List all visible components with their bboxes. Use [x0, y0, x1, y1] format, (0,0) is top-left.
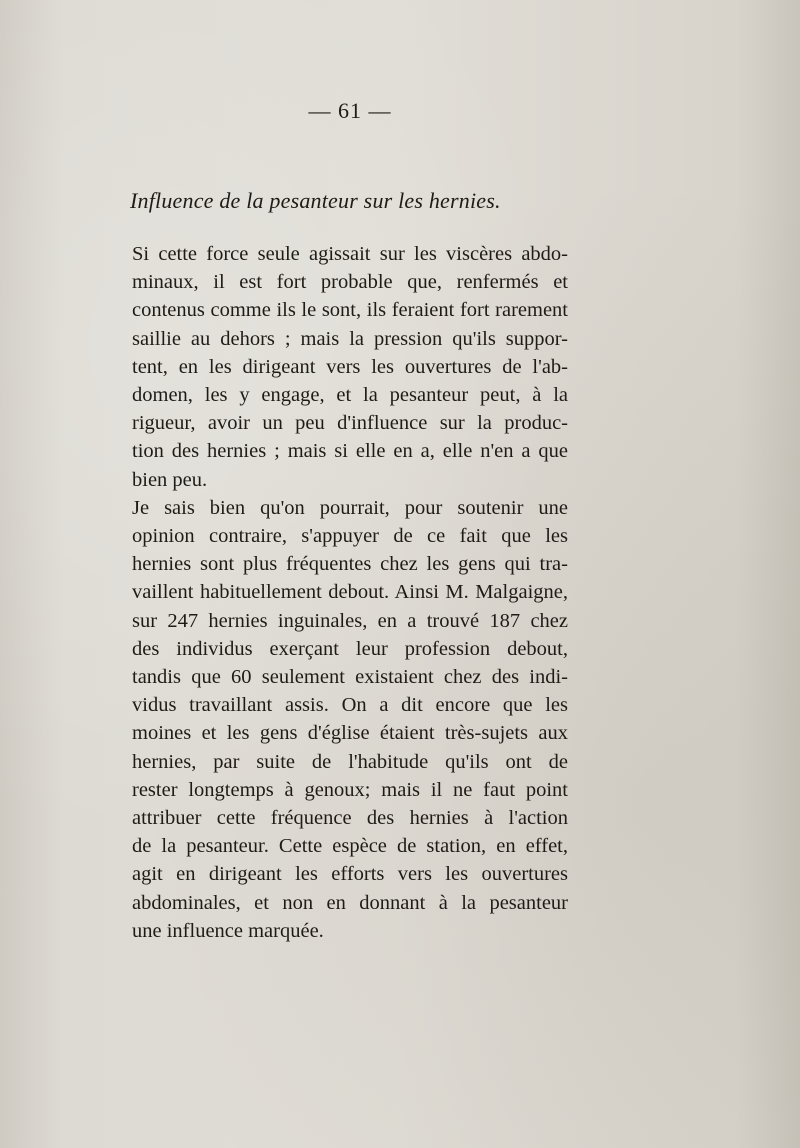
text-line: agit en dirigeant les efforts vers les ouvertures	[132, 863, 568, 886]
text-line: de la pesanteur. Cette espèce de station, en effet,	[132, 835, 568, 858]
text-line: moines et les gens d'église étaient très-sujets aux	[132, 722, 568, 745]
text-line: Si cette force seule agissait sur les viscères abdo-	[132, 243, 568, 265]
text-line: hernies sont plus fréquentes chez les gens qui tra-	[132, 553, 568, 576]
text-line: tent, en les dirigeant vers les ouvertures de l'ab-	[132, 355, 568, 378]
text-line: abdominales, et non en donnant à la pesanteur	[132, 891, 568, 914]
text-line: vidus travaillant assis. On a dit encore que les	[132, 694, 568, 717]
text-line: attribuer cette fréquence des hernies à l'action	[132, 807, 568, 830]
text-line: Je sais bien qu'on pourrait, pour soutenir une	[132, 496, 568, 519]
text-line: tion des hernies ; mais si elle en a, elle n'en a que	[132, 440, 568, 463]
paragraph-1	[110, 240, 568, 494]
text-line: opinion contraire, s'appuyer de ce fait que les	[132, 525, 568, 548]
text-line: sur 247 hernies inguinales, en a trouvé 187 chez	[132, 609, 568, 632]
text-line: domen, les y engage, et la pesanteur peut, à la	[132, 384, 568, 407]
text-line: vaillent habituellement debout. Ainsi M. Malgaigne,	[132, 581, 568, 604]
page-number: — 61 —	[308, 98, 392, 123]
paragraph-2	[110, 494, 568, 945]
text-line: tandis que 60 seulement existaient chez des indi-	[132, 666, 568, 689]
text-line: une influence marquée.	[132, 919, 324, 942]
text-line: rigueur, avoir un peu d'influence sur la produc-	[132, 412, 568, 435]
text-line: saillie au dehors ; mais la pression qu'ils suppor-	[132, 327, 568, 350]
text-line: minaux, il est fort probable que, renfermés et	[132, 271, 568, 294]
body-text	[110, 240, 568, 945]
text-line: rester longtemps à genoux; mais il ne faut point	[132, 778, 568, 801]
text-line: des individus exerçant leur profession debout,	[132, 637, 568, 660]
text-line: hernies, par suite de l'habitude qu'ils ont de	[132, 750, 568, 773]
section-title: Influence de la pesanteur sur les hernies.	[130, 188, 501, 213]
text-line: bien peu.	[132, 468, 208, 491]
text-line: contenus comme ils le sont, ils feraient fort rarement	[132, 299, 568, 322]
show-through-decoration	[118, 160, 588, 183]
